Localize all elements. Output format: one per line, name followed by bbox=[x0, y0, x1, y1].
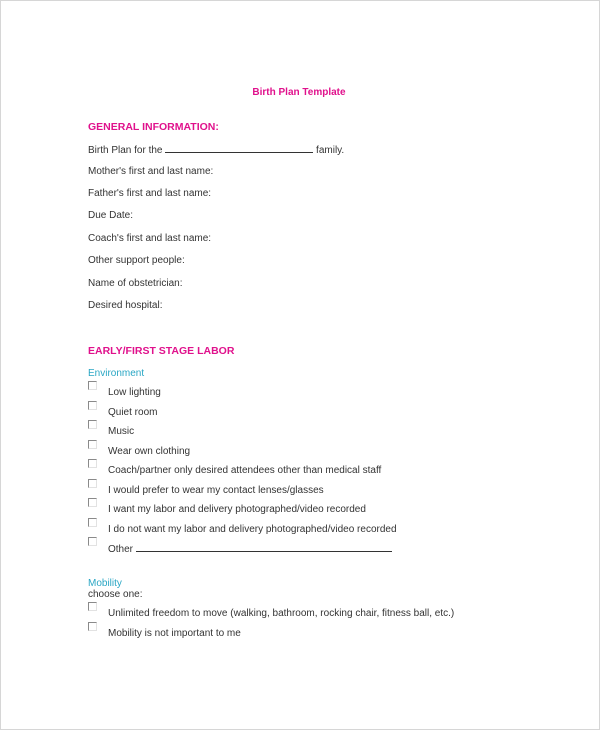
due-date-field: Due Date: bbox=[88, 210, 134, 221]
father-name-field: Father's first and last name: bbox=[88, 188, 212, 199]
environment-heading: Environment bbox=[88, 368, 145, 379]
checkbox[interactable] bbox=[88, 459, 97, 468]
checkbox[interactable] bbox=[88, 602, 97, 611]
checkbox[interactable] bbox=[88, 381, 97, 390]
hospital-field: Desired hospital: bbox=[88, 300, 163, 311]
obstetrician-field: Name of obstetrician: bbox=[88, 278, 183, 289]
checkbox[interactable] bbox=[88, 498, 97, 507]
checkbox[interactable] bbox=[88, 518, 97, 527]
other-blank[interactable] bbox=[136, 543, 392, 552]
option-label: I would prefer to wear my contact lenses/glasses bbox=[108, 485, 324, 496]
family-suffix-label: family. bbox=[316, 145, 345, 156]
document-title: Birth Plan Template bbox=[252, 87, 346, 98]
option-label: Unlimited freedom to move (walking, bathroom, rocking chair, fitness ball, etc.) bbox=[108, 608, 455, 619]
option-label: Quiet room bbox=[108, 407, 158, 418]
other-label: Other bbox=[108, 544, 134, 555]
option-label: Wear own clothing bbox=[108, 446, 191, 457]
option-label: Mobility is not important to me bbox=[108, 628, 241, 639]
option-label: Music bbox=[108, 426, 135, 437]
checkbox[interactable] bbox=[88, 440, 97, 449]
checkbox[interactable] bbox=[88, 537, 97, 546]
checkbox[interactable] bbox=[88, 622, 97, 631]
general-information-heading: GENERAL INFORMATION: bbox=[88, 121, 219, 133]
mother-name-field: Mother's first and last name: bbox=[88, 166, 214, 177]
support-people-field: Other support people: bbox=[88, 255, 185, 266]
checkbox[interactable] bbox=[88, 420, 97, 429]
mobility-heading: Mobility bbox=[88, 578, 122, 589]
family-name-field bbox=[88, 144, 344, 156]
mobility-instruction: choose one: bbox=[88, 589, 143, 600]
early-labor-heading: EARLY/FIRST STAGE LABOR bbox=[88, 345, 235, 357]
checkbox[interactable] bbox=[88, 479, 97, 488]
family-prefix-label: Birth Plan for the bbox=[88, 145, 163, 156]
coach-name-field: Coach's first and last name: bbox=[88, 233, 212, 244]
checkbox[interactable] bbox=[88, 401, 97, 410]
other-field bbox=[108, 543, 392, 555]
option-label: Low lighting bbox=[108, 387, 161, 398]
family-name-blank[interactable] bbox=[165, 144, 313, 153]
option-label: I do not want my labor and delivery photographed/video recorded bbox=[108, 524, 397, 535]
option-label: I want my labor and delivery photographed/video recorded bbox=[108, 504, 366, 515]
option-label: Coach/partner only desired attendees other than medical staff bbox=[108, 465, 382, 476]
